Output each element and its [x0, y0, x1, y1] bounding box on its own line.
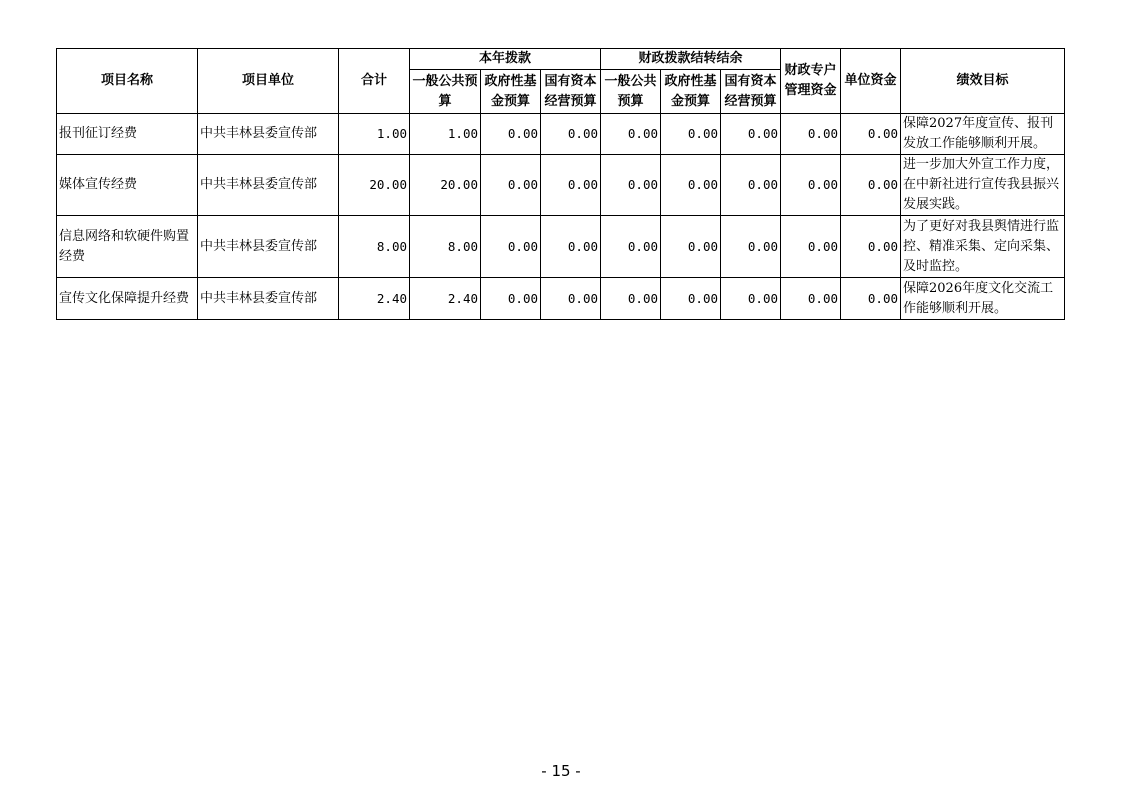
special-account-fund-cell: 0.00: [781, 155, 841, 216]
header-special-account-fund: 财政专户管理资金: [781, 49, 841, 114]
total-cell: 1.00: [339, 114, 410, 155]
header-project-unit: 项目单位: [198, 49, 339, 114]
unit-fund-cell: 0.00: [841, 278, 901, 320]
gov-fund-budget-cell: 0.00: [481, 155, 541, 216]
total-cell: 20.00: [339, 155, 410, 216]
special-account-fund-cell: 0.00: [781, 114, 841, 155]
total-cell: 2.40: [339, 278, 410, 320]
project-name-cell: 报刊征订经费: [57, 114, 198, 155]
carryover-state-capital-cell: 0.00: [721, 216, 781, 278]
general-public-budget-cell: 8.00: [410, 216, 481, 278]
carryover-general-public-cell: 0.00: [601, 216, 661, 278]
header-current-year-allocation: 本年拨款: [410, 49, 601, 70]
project-budget-table: [56, 48, 1065, 320]
project-unit-cell: 中共丰林县委宣传部: [198, 114, 339, 155]
project-unit-cell: 中共丰林县委宣传部: [198, 278, 339, 320]
state-capital-budget-cell: 0.00: [541, 155, 601, 216]
table-row: [57, 155, 1065, 216]
project-name-cell: 信息网络和软硬件购置经费: [57, 216, 198, 278]
unit-fund-cell: 0.00: [841, 114, 901, 155]
unit-fund-cell: 0.00: [841, 155, 901, 216]
header-general-public-budget-2: 一般公共预算: [601, 70, 661, 114]
carryover-general-public-cell: 0.00: [601, 114, 661, 155]
state-capital-budget-cell: 0.00: [541, 114, 601, 155]
project-name-cell: 媒体宣传经费: [57, 155, 198, 216]
general-public-budget-cell: 1.00: [410, 114, 481, 155]
page-number: - 15 -: [541, 762, 581, 780]
table-row: [57, 216, 1065, 278]
unit-fund-cell: 0.00: [841, 216, 901, 278]
header-state-capital-budget-1: 国有资本经营预算: [541, 70, 601, 114]
gov-fund-budget-cell: 0.00: [481, 216, 541, 278]
performance-goal-cell: 保障2027年度宣传、报刊发放工作能够顺利开展。: [901, 114, 1065, 155]
table-row: [57, 114, 1065, 155]
header-total: 合计: [339, 49, 410, 114]
header-project-name: 项目名称: [57, 49, 198, 114]
header-performance-goal: 绩效目标: [901, 49, 1065, 114]
carryover-gov-fund-cell: 0.00: [661, 278, 721, 320]
carryover-gov-fund-cell: 0.00: [661, 216, 721, 278]
project-unit-cell: 中共丰林县委宣传部: [198, 216, 339, 278]
carryover-state-capital-cell: 0.00: [721, 155, 781, 216]
carryover-gov-fund-cell: 0.00: [661, 155, 721, 216]
header-gov-fund-budget-1: 政府性基金预算: [481, 70, 541, 114]
carryover-gov-fund-cell: 0.00: [661, 114, 721, 155]
special-account-fund-cell: 0.00: [781, 216, 841, 278]
gov-fund-budget-cell: 0.00: [481, 114, 541, 155]
state-capital-budget-cell: 0.00: [541, 216, 601, 278]
general-public-budget-cell: 20.00: [410, 155, 481, 216]
carryover-state-capital-cell: 0.00: [721, 114, 781, 155]
project-name-cell: 宣传文化保障提升经费: [57, 278, 198, 320]
general-public-budget-cell: 2.40: [410, 278, 481, 320]
performance-goal-cell: 进一步加大外宣工作力度，在中新社进行宣传我县振兴发展实践。: [901, 155, 1065, 216]
table-row: [57, 278, 1065, 320]
gov-fund-budget-cell: 0.00: [481, 278, 541, 320]
header-fiscal-carryover: 财政拨款结转结余: [601, 49, 781, 70]
header-unit-fund: 单位资金: [841, 49, 901, 114]
header-state-capital-budget-2: 国有资本经营预算: [721, 70, 781, 114]
header-general-public-budget-1: 一般公共预算: [410, 70, 481, 114]
carryover-general-public-cell: 0.00: [601, 278, 661, 320]
performance-goal-cell: 保障2026年度文化交流工作能够顺利开展。: [901, 278, 1065, 320]
project-unit-cell: 中共丰林县委宣传部: [198, 155, 339, 216]
header-gov-fund-budget-2: 政府性基金预算: [661, 70, 721, 114]
carryover-general-public-cell: 0.00: [601, 155, 661, 216]
performance-goal-cell: 为了更好对我县舆情进行监控、精准采集、定向采集、及时监控。: [901, 216, 1065, 278]
special-account-fund-cell: 0.00: [781, 278, 841, 320]
total-cell: 8.00: [339, 216, 410, 278]
carryover-state-capital-cell: 0.00: [721, 278, 781, 320]
state-capital-budget-cell: 0.00: [541, 278, 601, 320]
